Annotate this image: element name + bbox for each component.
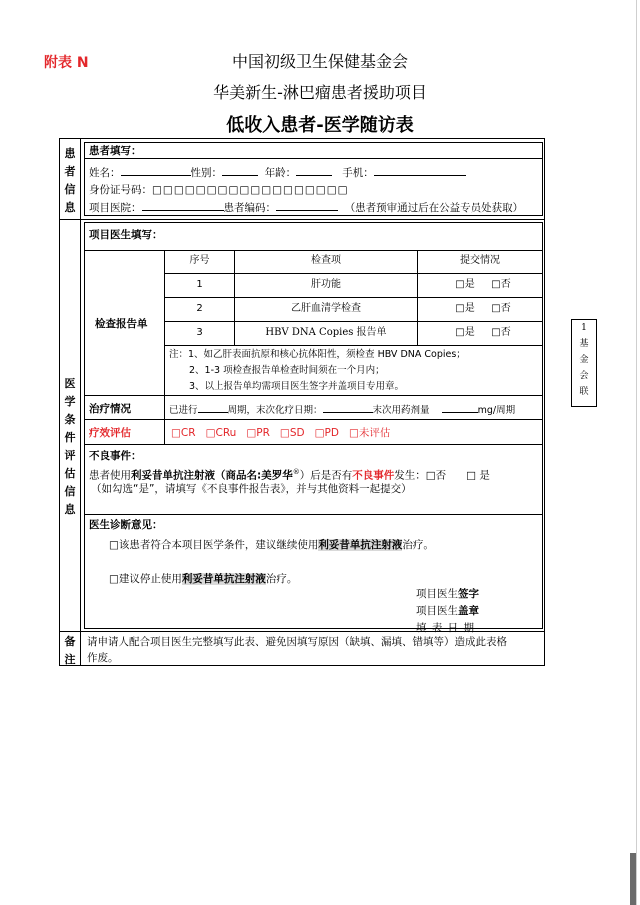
header-status: 提交情况 (460, 255, 500, 266)
efficacy-sd[interactable]: □SD (279, 427, 305, 439)
efficacy-cru[interactable]: □CRu (205, 427, 237, 439)
patient-box (84, 142, 543, 216)
org-title: 中国初级卫生保健基金会 (231, 52, 408, 71)
efficacy-options (171, 426, 390, 440)
scrollbar-thumb[interactable] (630, 853, 636, 905)
code-field[interactable] (276, 200, 338, 211)
adverse-yes-checkbox[interactable]: □ 是 (466, 469, 490, 482)
diagnosis-heading: 医生诊断意见： (89, 519, 163, 531)
note-3: 3、以上报告单均需项目医生签字并盖项目专用章。 (189, 381, 405, 392)
patient-side-label: 患 者 信 息 (64, 147, 76, 214)
efficacy-cr[interactable]: □CR (171, 427, 196, 439)
cycles-field[interactable] (198, 402, 228, 413)
row1-yes-checkbox[interactable]: □是 (455, 279, 475, 290)
efficacy-none[interactable]: □未评估 (348, 427, 391, 439)
medical-box: 项目医生填写： 检查报告单 序号 检查项 提交情况 1 肝功能 □是 □否 2 乙肝血清学检查 □是 □否 3 HBV DNA Copies 报告单 □是 □否 注：1、如乙肝表面抗原和核心抗体阳性，须检查 HBV DNA Copies； 2、1-3 项检查报告单检查时间须在一个月内； 3、以上报告单均需项目医生签字并盖项目专用章。 治疗情况 已进行 周期，末次化疗日期： 末次用药剂量 mg/周期 疗效评估 □CR □CRu □PR □SD □PD □未评估 不良事件： 患者使用利妥昔单抗注射液（商品名:美罗华®）后是否有不良事件发生：□否 □ 是 （如勾选“是”，请填写《不良事件报告表》，并与其他资料一起提交） 医生诊断意见： □该患者符合本项目医学条件，建议继续使用利妥昔单抗注射液治疗。 □建议停止使用利妥昔单抗注射液治疗。 项目医生签字 项目医生盖章 填 表 日 期 (84, 222, 543, 629)
efficacy-label: 疗效评估 (89, 427, 131, 439)
medical-heading: 项目医生填写： (89, 229, 163, 241)
side-column-divider (80, 139, 81, 665)
dose-field[interactable] (442, 402, 478, 413)
header-item: 检查项 (311, 255, 341, 266)
note-1: 注：1、如乙肝表面抗原和核心抗体阳性，须检查 HBV DNA Copies； (169, 349, 466, 360)
row3-yes-checkbox[interactable]: □是 (455, 327, 475, 338)
name-field[interactable] (121, 165, 191, 176)
row1-no-checkbox[interactable]: □否 (491, 279, 511, 290)
efficacy-pr[interactable]: □PR (246, 427, 270, 439)
adverse-no-checkbox[interactable]: □否 (425, 469, 447, 482)
form-title: 低收入患者-医学随访表 (226, 115, 414, 136)
diagnosis-continue[interactable]: □该患者符合本项目医学条件，建议继续使用利妥昔单抗注射液治疗。 (109, 539, 434, 551)
remarks-side-label: 备 注 (64, 635, 76, 666)
medical-side-label: 医 学 条 件 评 估 信 息 (64, 377, 76, 516)
id-row: 身份证号码：□□□□□□□□□□□□□□□□□□ (89, 184, 349, 196)
project-title: 华美新生-淋巴瘤患者援助项目 (213, 83, 427, 102)
patient-heading: 患者填写： (89, 145, 142, 157)
age-field[interactable] (296, 165, 332, 176)
row2-yes-checkbox[interactable]: □是 (455, 303, 475, 314)
adverse-heading: 不良事件： (89, 450, 142, 462)
hospital-field[interactable] (142, 200, 224, 211)
adverse-question: 患者使用利妥昔单抗注射液（商品名:美罗华®）后是否有不良事件发生：□否 □ 是 (89, 468, 490, 482)
report-label: 检查报告单 (95, 318, 148, 330)
gender-field[interactable] (222, 165, 258, 176)
treatment-row: 已进行 周期，末次化疗日期： 末次用药剂量 mg/周期 (169, 402, 515, 418)
fill-date: 填 表 日 期 (416, 622, 475, 634)
appendix-label: 附表 N (44, 55, 89, 71)
row3-no-checkbox[interactable]: □否 (491, 327, 511, 338)
last-date-field[interactable] (323, 402, 373, 413)
name-row: 姓名： 性别： 年龄： 手机： (89, 165, 466, 180)
doctor-signature: 项目医生签字 (416, 588, 479, 600)
remarks-text-line1: 请申请人配合项目医生完整填写此表、避免因填写原因（缺填、漏填、错填等）造成此表格 (87, 636, 507, 648)
row2-no-checkbox[interactable]: □否 (491, 303, 511, 314)
page-edge (636, 0, 637, 905)
id-boxes[interactable]: □□□□□□□□□□□□□□□□□□ (152, 184, 349, 196)
form-table (59, 138, 545, 666)
header-no: 序号 (189, 255, 210, 266)
doctor-seal: 项目医生盖章 (416, 605, 479, 617)
remarks-text-line2: 作废。 (87, 652, 119, 664)
adverse-note: （如勾选“是”，请填写《不良事件报告表》，并与其他资料一起提交） (91, 483, 412, 495)
treatment-label: 治疗情况 (89, 403, 131, 415)
foundation-copy-tag: 1 基 金 会 联 (571, 319, 597, 407)
phone-field[interactable] (374, 165, 466, 176)
diagnosis-stop[interactable]: □建议停止使用利妥昔单抗注射液治疗。 (109, 573, 298, 585)
efficacy-pd[interactable]: □PD (314, 427, 339, 439)
hospital-row: 项目医院： 患者编码： （患者预审通过后在公益专员处获取） (89, 202, 524, 214)
note-2: 2、1-3 项检查报告单检查时间须在一个月内； (189, 365, 385, 376)
